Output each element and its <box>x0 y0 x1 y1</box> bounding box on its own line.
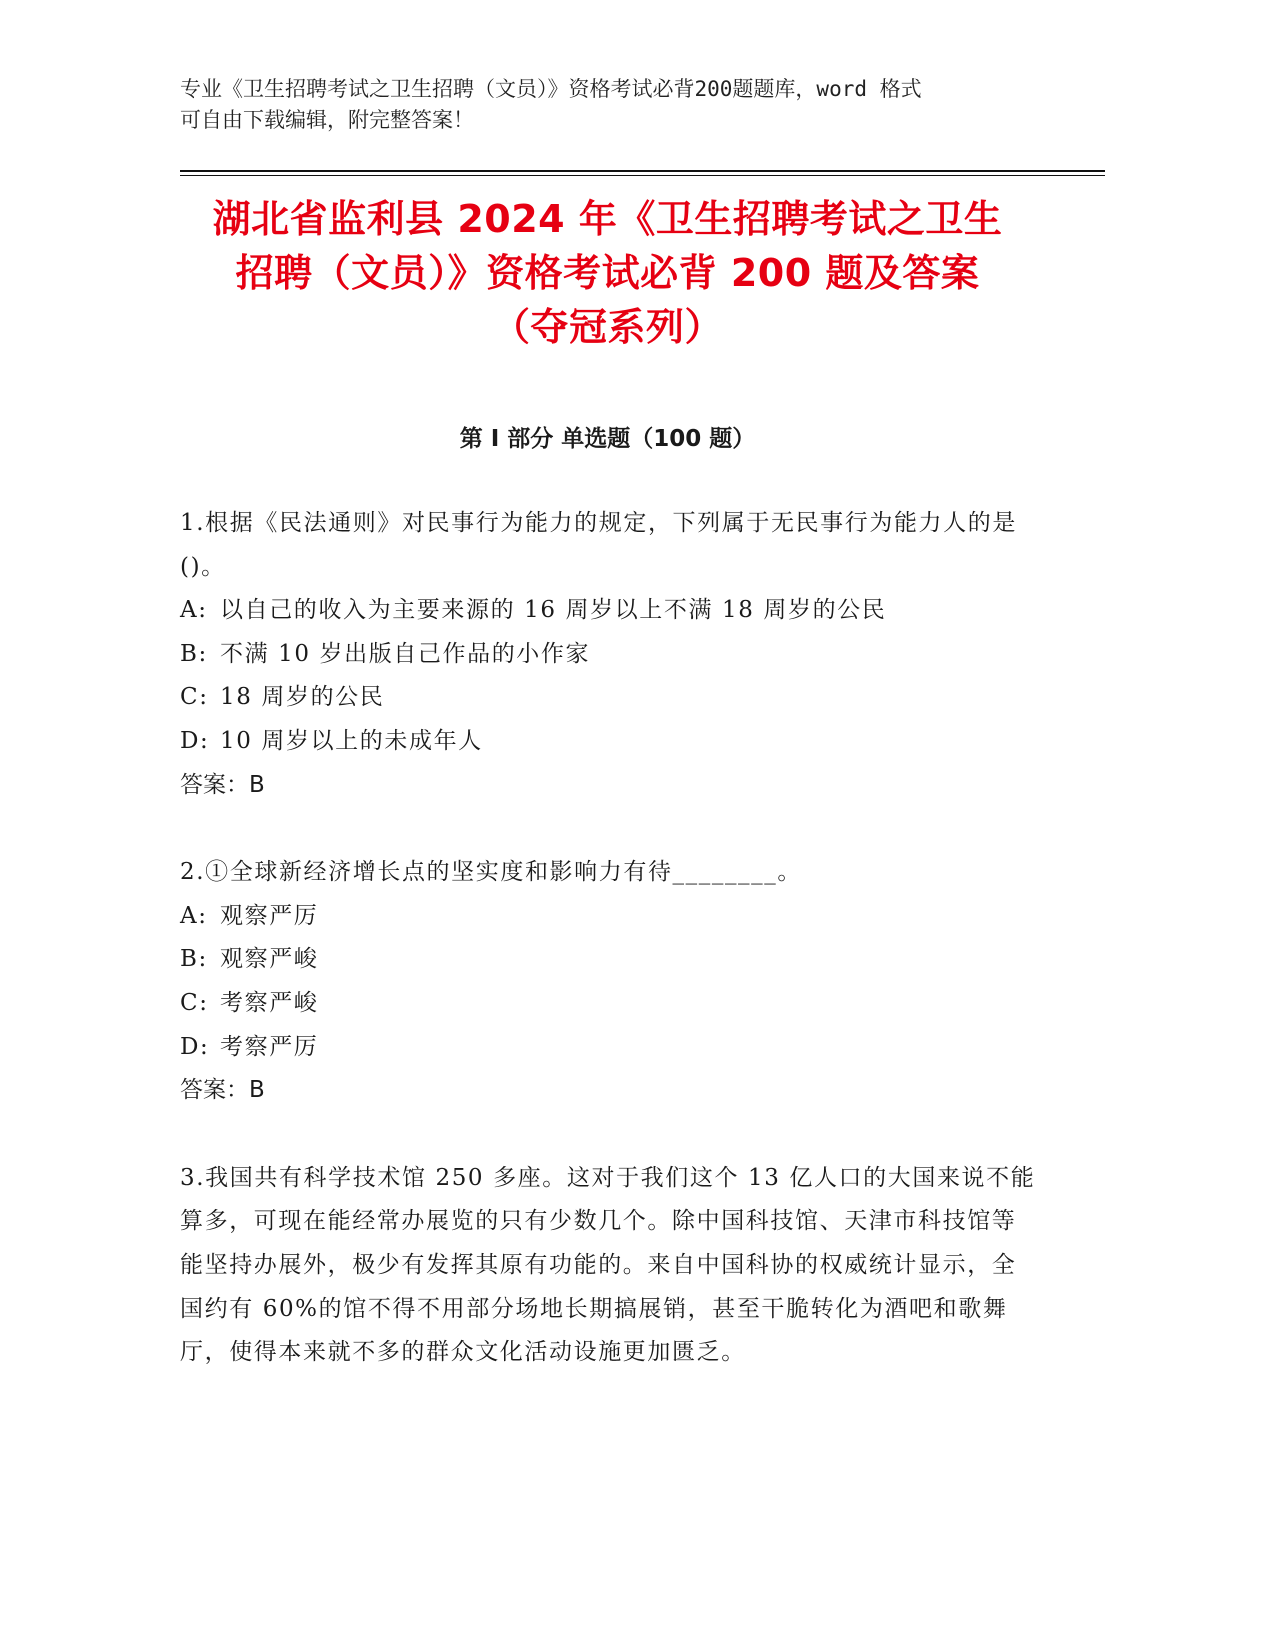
header-note <box>180 74 1040 136</box>
question-option-a <box>180 895 1040 939</box>
question-option-b <box>180 938 1040 982</box>
option-text: 18 周岁的公民 <box>220 684 385 711</box>
option-text: 考察严峻 <box>220 989 319 1016</box>
question-stem: 1.根据《民法通则》对民事行为能力的规定，下列属于无民事行为能力人的是()。 <box>180 510 1017 580</box>
option-letter: B: <box>180 640 208 667</box>
question-option-b <box>180 633 1040 677</box>
header-divider-thin <box>180 175 1105 176</box>
section-title: 第 I 部分 单选题（100 题） <box>459 426 756 452</box>
document-title-line-1: 湖北省监利县 2024 年《卫生招聘考试之卫生 <box>212 197 1003 241</box>
question-answer: 答案：B <box>180 1077 265 1104</box>
option-letter: B: <box>180 946 208 973</box>
question-2 <box>180 851 1040 1113</box>
question-option-d <box>180 720 1040 764</box>
question-1 <box>180 502 1040 807</box>
option-text: 10 周岁以上的未成年人 <box>220 727 483 754</box>
question-list <box>180 502 1040 1419</box>
question-answer: 答案：B <box>180 771 265 798</box>
option-text: 观察严峻 <box>220 946 319 973</box>
option-letter: D: <box>180 727 210 754</box>
option-text: 观察严厉 <box>220 902 319 929</box>
question-option-d <box>180 1026 1040 1070</box>
option-letter: A: <box>180 597 208 624</box>
document-title-line-3: （夺冠系列） <box>491 305 723 349</box>
question-3 <box>180 1157 1040 1375</box>
question-option-c <box>180 982 1040 1026</box>
header-note-line-1: 专业《卫生招聘考试之卫生招聘（文员）》资格考试必背200题题库，word 格式 <box>180 77 922 101</box>
option-text: 不满 10 岁出版自己作品的小作家 <box>220 640 591 667</box>
option-letter: D: <box>180 1033 210 1060</box>
question-option-a <box>180 589 1040 633</box>
question-stem: 2.①全球新经济增长点的坚实度和影响力有待________。 <box>180 859 802 886</box>
document-title-line-2: 招聘（文员）》资格考试必背 200 题及答案 <box>235 251 980 295</box>
option-text: 以自己的收入为主要来源的 16 周岁以上不满 18 周岁的公民 <box>220 597 887 624</box>
header-note-line-2: 可自由下载编辑，附完整答案！ <box>180 108 474 132</box>
option-letter: C: <box>180 684 209 711</box>
option-text: 考察严厉 <box>220 1033 319 1060</box>
option-letter: A: <box>180 902 208 929</box>
question-stem: 3.我国共有科学技术馆 250 多座。这对于我们这个 13 亿人口的大国来说不能算多，可现在能经常办展览的只有少数几个。除中国科技馆、天津市科技馆等能坚持办展外，极少有发挥其原有功能的。来自中国科协的权威统计显示，全国约有 60%的馆不得不用部分场地长期搞展销，甚至干脆转化为酒吧和歌舞厅，使得本来就不多的群众文化活动设施更加匮乏。 <box>180 1164 1036 1366</box>
document-title <box>160 192 1055 354</box>
question-option-c <box>180 676 1040 720</box>
header-divider-thick <box>180 170 1105 172</box>
option-letter: C: <box>180 989 209 1016</box>
